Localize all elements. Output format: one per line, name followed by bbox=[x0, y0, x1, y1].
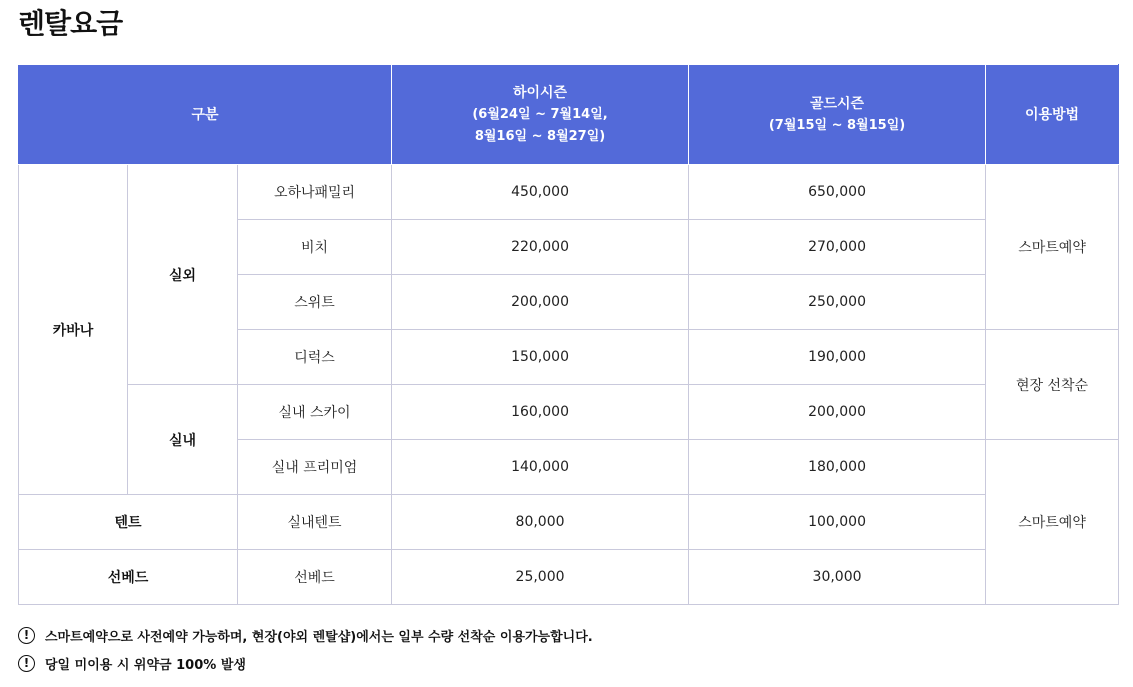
exclamation-circle-icon: ! bbox=[18, 627, 35, 644]
gold-season-price: 180,000 bbox=[689, 440, 986, 495]
gold-season-price: 200,000 bbox=[689, 385, 986, 440]
group-tent: 텐트 bbox=[19, 495, 238, 550]
note-item bbox=[18, 652, 593, 674]
notes-list bbox=[18, 624, 593, 680]
gold-season-price: 190,000 bbox=[689, 330, 986, 385]
high-season-dates-2: 8월16일 ~ 8월27일) bbox=[474, 128, 606, 144]
high-season-price: 80,000 bbox=[392, 495, 689, 550]
high-season-price: 220,000 bbox=[392, 220, 689, 275]
rental-type: 디럭스 bbox=[238, 330, 392, 385]
gold-season-price: 650,000 bbox=[689, 165, 986, 220]
page-title: 렌탈요금 bbox=[18, 7, 123, 40]
header-gold-season bbox=[689, 65, 986, 165]
gold-season-dates: (7월15일 ~ 8월15일) bbox=[768, 117, 906, 133]
usage-smart-reservation-2: 스마트예약 bbox=[986, 440, 1119, 605]
table-row bbox=[19, 495, 1119, 550]
rental-type: 선베드 bbox=[238, 550, 392, 605]
rental-type: 오하나패밀리 bbox=[238, 165, 392, 220]
note-text: 스마트예약으로 사전예약 가능하며, 현장(야외 렌탈샵)에서는 일부 수량 선착순 이용가능합니다. bbox=[45, 629, 593, 645]
header-usage: 이용방법 bbox=[986, 65, 1119, 165]
rental-type: 실내텐트 bbox=[238, 495, 392, 550]
note-item bbox=[18, 624, 593, 646]
gold-season-price: 270,000 bbox=[689, 220, 986, 275]
high-season-price: 200,000 bbox=[392, 275, 689, 330]
group-cabana: 카바나 bbox=[19, 165, 128, 495]
high-season-label: 하이시즌 bbox=[512, 84, 568, 101]
usage-onsite-first-come: 현장 선착순 bbox=[986, 330, 1119, 440]
gold-season-price: 250,000 bbox=[689, 275, 986, 330]
rental-type: 실내 스카이 bbox=[238, 385, 392, 440]
group-outdoor: 실외 bbox=[128, 165, 238, 385]
gold-season-label: 골드시즌 bbox=[809, 95, 865, 112]
note-text: 당일 미이용 시 위약금 100% 발생 bbox=[45, 657, 246, 673]
table-row bbox=[19, 550, 1119, 605]
header-category: 구분 bbox=[19, 65, 392, 165]
high-season-dates-1: (6월24일 ~ 7월14일, bbox=[472, 106, 608, 122]
high-season-price: 150,000 bbox=[392, 330, 689, 385]
rental-rates-table bbox=[18, 64, 1119, 605]
header-high-season bbox=[392, 65, 689, 165]
group-sunbed: 선베드 bbox=[19, 550, 238, 605]
high-season-price: 25,000 bbox=[392, 550, 689, 605]
group-indoor: 실내 bbox=[128, 385, 238, 495]
table-row bbox=[19, 165, 1119, 220]
high-season-price: 450,000 bbox=[392, 165, 689, 220]
high-season-price: 140,000 bbox=[392, 440, 689, 495]
usage-smart-reservation: 스마트예약 bbox=[986, 165, 1119, 330]
rental-type: 스위트 bbox=[238, 275, 392, 330]
exclamation-circle-icon: ! bbox=[18, 655, 35, 672]
rental-type: 실내 프리미엄 bbox=[238, 440, 392, 495]
high-season-price: 160,000 bbox=[392, 385, 689, 440]
table-header-row bbox=[19, 65, 1119, 165]
rental-type: 비치 bbox=[238, 220, 392, 275]
table-row bbox=[19, 385, 1119, 440]
gold-season-price: 100,000 bbox=[689, 495, 986, 550]
gold-season-price: 30,000 bbox=[689, 550, 986, 605]
